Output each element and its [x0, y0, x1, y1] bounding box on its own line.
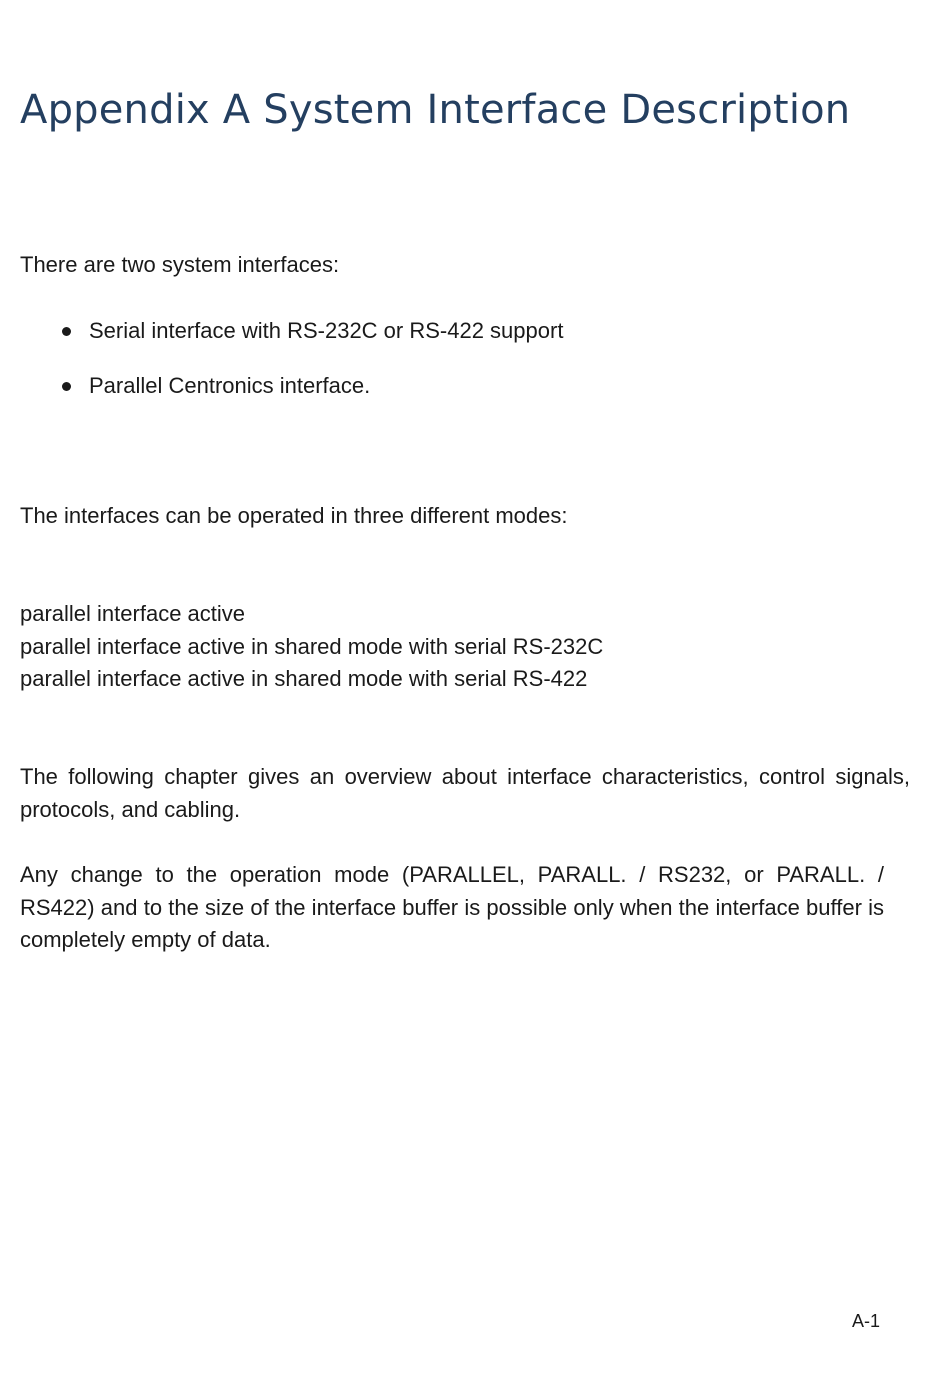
modes-list [20, 598, 603, 696]
list-item [60, 370, 563, 403]
page-number: A-1 [852, 1311, 881, 1331]
bullet-icon [62, 382, 71, 391]
modes-intro-text: The interfaces can be operated in three different modes: [20, 503, 568, 528]
overview-paragraph: The following chapter gives an overview about interface characteristics, control signals, protocols, and cabling. [20, 764, 910, 822]
intro-text: There are two system interfaces: [20, 252, 340, 277]
interface-list [60, 315, 563, 425]
list-item: parallel interface active [20, 601, 246, 626]
list-item-label: Parallel Centronics interface. [89, 373, 371, 398]
list-item-label: Serial interface with RS-232C or RS-422 support [89, 318, 564, 343]
bullet-icon [62, 327, 71, 336]
list-item: parallel interface active in shared mode with serial RS-422 [20, 666, 588, 691]
page-title: Appendix A System Interface Description [20, 87, 851, 133]
operation-mode-paragraph: Any change to the operation mode (PARALLEL, PARALL. / RS232, or PARALL. / RS422) and to the size of the interface buffer is possible only when the interface buffer is completely empty of data. [20, 862, 884, 952]
list-item: parallel interface active in shared mode with serial RS-232C [20, 633, 604, 659]
list-item [60, 315, 563, 348]
